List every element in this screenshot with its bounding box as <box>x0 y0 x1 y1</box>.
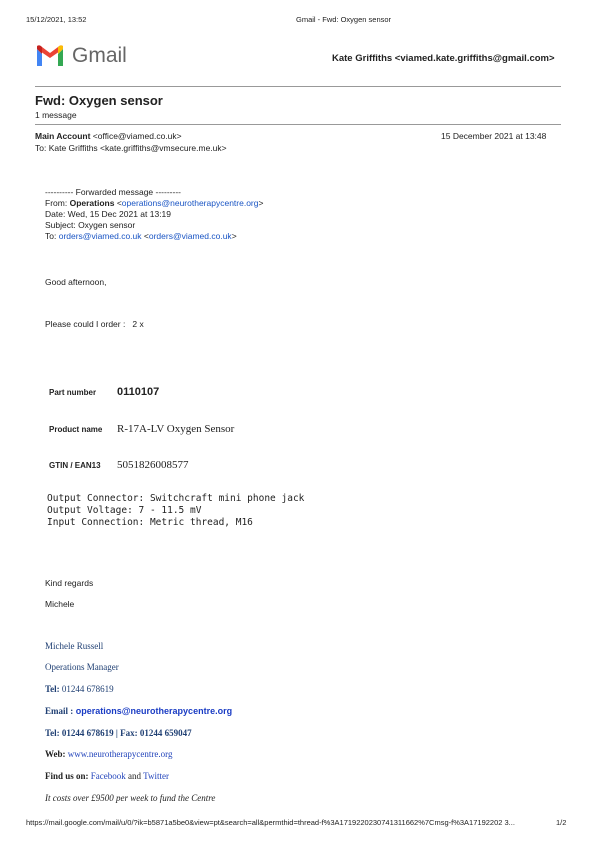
sender-name: Main Account <box>35 131 91 141</box>
forwarded-divider: ---------- Forwarded message --------- <box>45 187 181 197</box>
forwarded-subject: Subject: Oxygen sensor <box>45 220 136 230</box>
print-datetime: 15/12/2021, 13:52 <box>26 15 87 24</box>
greeting: Good afternoon, <box>45 277 107 287</box>
forwarded-to-email2-link[interactable]: orders@viamed.co.uk <box>148 231 232 241</box>
forwarded-date: Date: Wed, 15 Dec 2021 at 13:19 <box>45 209 172 219</box>
message-from <box>35 131 182 141</box>
print-url: https://mail.google.com/mail/u/0/?ik=b5871a5be0&view=pt&search=all&permthid=thread-f%3A1719220230741311662%7Cmsg-f%3A17192202 3... <box>26 818 515 827</box>
signoff: Michele <box>45 599 75 609</box>
message-date: 15 December 2021 at 13:48 <box>441 131 547 141</box>
forwarded-to: To: orders@viamed.co.uk <orders@viamed.co.uk> <box>45 231 237 241</box>
order-request: Please could I order : 2 x <box>45 319 144 329</box>
subject-divider <box>35 124 561 125</box>
header-divider <box>35 86 561 87</box>
signature-tagline: It costs over £9500 per week to fund the Centre <box>45 793 216 803</box>
signature-name: Michele Russell <box>45 641 104 651</box>
sender-email: <office@viamed.co.uk> <box>92 131 182 141</box>
spec-input-connection: Input Connection: Metric thread, M16 <box>47 517 253 528</box>
product-name-label: Product name <box>49 425 103 434</box>
message-to: To: Kate Griffiths <kate.griffiths@vmsecure.me.uk> <box>35 143 227 153</box>
order-quantity: 2 x <box>132 319 144 329</box>
part-number-label: Part number <box>49 388 97 397</box>
signature-email-link[interactable]: operations@neurotherapycentre.org <box>75 706 233 716</box>
closing: Kind regards <box>45 578 94 588</box>
facebook-link[interactable]: Facebook <box>90 771 126 781</box>
spec-output-connector: Output Connector: Switchcraft mini phone jack <box>47 493 305 504</box>
signature-web: Web: www.neurotherapycentre.org <box>45 749 173 759</box>
part-number-value: 0110107 <box>117 386 160 398</box>
product-name-value: R-17A-LV Oxygen Sensor <box>117 423 235 435</box>
forwarded-header <box>45 187 263 242</box>
account-name: Kate Griffiths <viamed.kate.griffiths@gmail.com> <box>332 53 555 64</box>
signature-social: Find us on: Facebook and Twitter <box>45 771 169 781</box>
forwarded-from: From: Operations <operations@neurotherapycentre.org> <box>45 198 264 208</box>
signature-email: Email : operations@neurotherapycentre.org <box>45 706 233 716</box>
forwarded-to-email-link[interactable]: orders@viamed.co.uk <box>58 231 142 241</box>
message-count: 1 message <box>35 110 77 120</box>
signature-tel-fax: Tel: 01244 678619 | Fax: 01244 659047 <box>45 728 192 738</box>
gmail-logo-text: Gmail <box>72 44 127 67</box>
signature-tel: Tel: 01244 678619 <box>45 684 114 694</box>
signature-title: Operations Manager <box>45 662 119 672</box>
signature-tel-number: 01244 678619 <box>61 684 114 694</box>
thread-subject: Fwd: Oxygen sensor <box>35 93 163 108</box>
gmail-logo-icon <box>35 45 65 68</box>
twitter-link[interactable]: Twitter <box>143 771 169 781</box>
print-page-number: 1/2 <box>556 818 567 827</box>
print-page-title: Gmail - Fwd: Oxygen sensor <box>296 15 392 24</box>
spec-output-voltage: Output Voltage: 7 - 11.5 mV <box>47 505 202 516</box>
spec-list <box>47 493 304 529</box>
forwarded-from-email-link[interactable]: operations@neurotherapycentre.org <box>121 198 259 208</box>
signature-web-link[interactable]: www.neurotherapycentre.org <box>67 749 173 759</box>
gtin-value: 5051826008577 <box>117 459 189 471</box>
forwarded-from-name: Operations <box>69 198 115 208</box>
gtin-label: GTIN / EAN13 <box>49 461 101 470</box>
